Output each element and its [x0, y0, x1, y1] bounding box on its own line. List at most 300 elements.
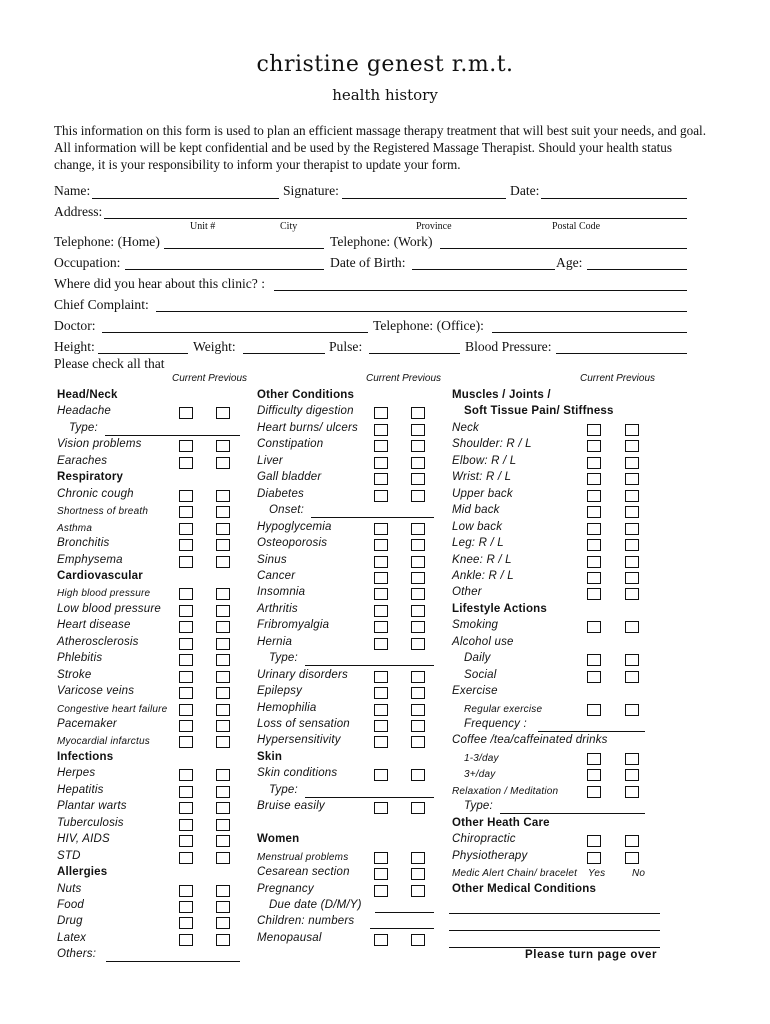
col2-item-label: Children: numbers — [257, 915, 355, 928]
col2-item-label: Heart burns/ ulcers — [257, 421, 358, 434]
previous-checkbox[interactable] — [625, 523, 639, 535]
province-caption: Province — [416, 221, 452, 232]
col1-item-label: HIV, AIDS — [57, 833, 110, 846]
previous-checkbox[interactable] — [625, 621, 639, 633]
col1-item-label: Hepatitis — [57, 783, 104, 796]
tel-home-label: Telephone: (Home) — [54, 234, 160, 249]
col2-item-label: Epilepsy — [257, 685, 303, 698]
previous-checkbox[interactable] — [625, 539, 639, 551]
col2-item-label: Cesarean section — [257, 866, 350, 879]
col2-item-label: Hernia — [257, 635, 293, 648]
col1-item-label: Earaches — [57, 454, 108, 467]
current-checkbox[interactable] — [587, 588, 601, 600]
previous-checkbox[interactable] — [411, 440, 425, 452]
previous-checkbox[interactable] — [216, 671, 230, 683]
col1-item-label: Atherosclerosis — [57, 635, 139, 648]
current-checkbox[interactable] — [587, 556, 601, 568]
current-checkbox[interactable] — [179, 736, 193, 748]
col1-item-label: Tuberculosis — [57, 816, 124, 829]
col3-item-label: Knee: R / L — [452, 553, 512, 566]
current-checkbox[interactable] — [587, 704, 601, 716]
previous-checkbox[interactable] — [625, 457, 639, 469]
current-checkbox[interactable] — [179, 490, 193, 502]
doctor-label: Doctor: — [54, 318, 96, 333]
current-checkbox[interactable] — [587, 473, 601, 485]
current-checkbox[interactable] — [587, 539, 601, 551]
col3-item-label: Low back — [452, 520, 503, 533]
name-label: Name: — [54, 183, 91, 198]
previous-checkbox[interactable] — [411, 769, 425, 781]
pulse-label: Pulse: — [329, 339, 363, 354]
current-checkbox[interactable] — [587, 671, 601, 683]
col2-item-label: Insomnia — [257, 586, 306, 599]
col2-item-label: Hemophilia — [257, 701, 317, 714]
current-checkbox[interactable] — [587, 506, 601, 518]
previous-checkbox[interactable] — [411, 852, 425, 864]
col3-item-label: Muscles / Joints / — [452, 389, 551, 401]
other-conditions-line[interactable] — [449, 913, 660, 914]
col3-item-label: Ankle: R / L — [452, 569, 514, 582]
current-checkbox[interactable] — [374, 556, 388, 568]
previous-checkbox[interactable] — [625, 654, 639, 666]
current-checkbox[interactable] — [179, 934, 193, 946]
current-checkbox[interactable] — [374, 457, 388, 469]
current-checkbox[interactable] — [374, 720, 388, 732]
col2-item-label: Fribromyalgia — [257, 619, 330, 632]
no-label: No — [632, 868, 646, 880]
previous-checkbox[interactable] — [216, 835, 230, 847]
previous-checkbox[interactable] — [216, 588, 230, 600]
current-checkbox[interactable] — [179, 638, 193, 650]
previous-checkbox[interactable] — [411, 539, 425, 551]
col1-item-label: Phlebitis — [57, 652, 103, 665]
previous-checkbox[interactable] — [216, 556, 230, 568]
previous-checkbox[interactable] — [411, 885, 425, 897]
current-checkbox[interactable] — [374, 852, 388, 864]
current-checkbox[interactable] — [374, 440, 388, 452]
previous-checkbox[interactable] — [411, 868, 425, 880]
col1-item-label: Type: — [69, 421, 98, 434]
col3-item-label: Regular exercise — [464, 703, 543, 715]
previous-checkbox[interactable] — [411, 572, 425, 584]
col1-item-label: Heart disease — [57, 619, 131, 632]
col2-item-label: Sinus — [257, 553, 287, 566]
col1-item-label: Bronchitis — [57, 537, 110, 550]
previous-checkbox[interactable] — [216, 917, 230, 929]
col2-item-label: Difficulty digestion — [257, 405, 354, 418]
col2-item-label: Type: — [269, 652, 298, 665]
previous-checkbox[interactable] — [625, 424, 639, 436]
col3-fill-line[interactable] — [538, 731, 645, 732]
yes-label: Yes — [588, 868, 606, 880]
previous-checkbox[interactable] — [625, 490, 639, 502]
current-checkbox[interactable] — [587, 572, 601, 584]
previous-checkbox[interactable] — [216, 934, 230, 946]
tel-office-field[interactable] — [492, 332, 687, 333]
col3-item-label: Physiotherapy — [452, 849, 528, 862]
col1-item-label: Plantar warts — [57, 800, 127, 813]
col2-header: Current Previous — [366, 373, 442, 384]
dob-field[interactable] — [412, 269, 555, 270]
current-checkbox[interactable] — [374, 621, 388, 633]
current-checkbox[interactable] — [179, 704, 193, 716]
current-checkbox[interactable] — [179, 835, 193, 847]
col1-item-label: Respiratory — [57, 471, 124, 484]
previous-checkbox[interactable] — [411, 457, 425, 469]
previous-checkbox[interactable] — [625, 440, 639, 452]
current-checkbox[interactable] — [179, 457, 193, 469]
current-checkbox[interactable] — [179, 605, 193, 617]
current-checkbox[interactable] — [587, 457, 601, 469]
col1-item-label: Food — [57, 898, 85, 911]
other-conditions-line[interactable] — [449, 930, 660, 931]
col1-item-label: Varicose veins — [57, 685, 135, 698]
col3-fill-line[interactable] — [500, 813, 645, 814]
col2-fill-line[interactable] — [305, 797, 434, 798]
col3-item-label: Wrist: R / L — [452, 471, 512, 484]
address-field[interactable] — [104, 218, 687, 219]
turn-page-note: Please turn page over — [525, 949, 658, 961]
previous-checkbox[interactable] — [411, 736, 425, 748]
col3-item-label: Frequency : — [464, 718, 527, 730]
address-label: Address: — [54, 204, 103, 219]
col2-item-label: Hypersensitivity — [257, 734, 341, 747]
col2-item-label: Arthritis — [257, 602, 298, 615]
col3-item-label: Soft Tissue Pain/ Stiffness — [464, 405, 614, 418]
height-label: Height: — [54, 339, 95, 354]
current-checkbox[interactable] — [374, 572, 388, 584]
previous-checkbox[interactable] — [216, 704, 230, 716]
previous-checkbox[interactable] — [216, 490, 230, 502]
previous-checkbox[interactable] — [216, 621, 230, 633]
age-field[interactable] — [587, 269, 687, 270]
current-checkbox[interactable] — [179, 819, 193, 831]
current-checkbox[interactable] — [374, 490, 388, 502]
col3-item-label: Alcohol use — [452, 635, 514, 648]
hear-label: Where did you hear about this clinic? : — [54, 276, 266, 291]
previous-checkbox[interactable] — [411, 407, 425, 419]
previous-checkbox[interactable] — [216, 901, 230, 913]
previous-checkbox[interactable] — [411, 621, 425, 633]
col3-item-label: 1-3/day — [464, 752, 499, 764]
col2-fill-line[interactable] — [375, 912, 434, 913]
col2-item-label: Due date (D/M/Y) — [269, 898, 362, 911]
previous-checkbox[interactable] — [216, 786, 230, 798]
col2-item-label: Liver — [257, 454, 283, 467]
previous-checkbox[interactable] — [216, 523, 230, 535]
intro-paragraph: This information on this form is used to plan an efficient massage therapy treatment that will best suit your needs, and goal. All information will be kept confidential and be used by the Registered Massage Therapist. Should your health status change, it is your responsibility to inform your therapist to update your form. — [54, 123, 707, 172]
current-checkbox[interactable] — [179, 786, 193, 798]
age-label: Age: — [556, 255, 583, 270]
current-checkbox[interactable] — [587, 769, 601, 781]
current-checkbox[interactable] — [587, 753, 601, 765]
previous-checkbox[interactable] — [625, 588, 639, 600]
col2-item-label: Onset: — [269, 504, 305, 517]
col2-item-label: Loss of sensation — [257, 718, 350, 730]
col3-item-label: Neck — [452, 421, 480, 434]
hear-field[interactable] — [274, 290, 687, 291]
col3-item-label: Other Medical Conditions — [452, 882, 597, 895]
col3-item-label: Social — [464, 668, 497, 681]
previous-checkbox[interactable] — [216, 457, 230, 469]
previous-checkbox[interactable] — [216, 407, 230, 419]
col2-item-label: Bruise easily — [257, 800, 325, 813]
col2-item-label: Women — [257, 833, 300, 846]
previous-checkbox[interactable] — [216, 687, 230, 699]
previous-checkbox[interactable] — [625, 506, 639, 518]
col1-item-label: Drug — [57, 915, 83, 928]
previous-checkbox[interactable] — [216, 769, 230, 781]
col2-item-label: Hypoglycemia — [257, 520, 332, 533]
col1-item-label: Herpes — [57, 767, 96, 780]
current-checkbox[interactable] — [587, 424, 601, 436]
occupation-label: Occupation: — [54, 255, 121, 270]
col2-item-label: Cancer — [257, 569, 296, 582]
current-checkbox[interactable] — [374, 885, 388, 897]
tel-work-label: Telephone: (Work) — [330, 234, 433, 249]
col2-item-label: Gall bladder — [257, 471, 322, 484]
col1-item-label: Myocardial infarctus — [57, 736, 150, 748]
current-checkbox[interactable] — [374, 704, 388, 716]
current-checkbox[interactable] — [179, 885, 193, 897]
col2-item-label: Pregnancy — [257, 882, 314, 895]
col2-item-label: Osteoporosis — [257, 537, 328, 550]
col1-item-label: Nuts — [57, 882, 82, 895]
current-checkbox[interactable] — [179, 852, 193, 864]
previous-checkbox[interactable] — [411, 473, 425, 485]
col3-item-label: Exercise — [452, 685, 498, 698]
current-checkbox[interactable] — [374, 424, 388, 436]
current-checkbox[interactable] — [179, 654, 193, 666]
dob-label: Date of Birth: — [330, 255, 406, 270]
current-checkbox[interactable] — [587, 654, 601, 666]
height-field[interactable] — [98, 353, 188, 354]
current-checkbox[interactable] — [179, 440, 193, 452]
weight-field[interactable] — [243, 353, 325, 354]
doctor-field[interactable] — [102, 332, 368, 333]
col1-fill-line[interactable] — [105, 435, 240, 436]
current-checkbox[interactable] — [179, 588, 193, 600]
bp-label: Blood Pressure: — [465, 339, 552, 354]
postal-caption: Postal Code — [552, 221, 601, 232]
col3-item-label: Lifestyle Actions — [452, 602, 547, 615]
col2-item-label: Type: — [269, 783, 298, 796]
current-checkbox[interactable] — [374, 523, 388, 535]
current-checkbox[interactable] — [179, 621, 193, 633]
check-all-label: Please check all that — [54, 356, 165, 371]
previous-checkbox[interactable] — [625, 769, 639, 781]
current-checkbox[interactable] — [179, 523, 193, 535]
complaint-field[interactable] — [156, 311, 687, 312]
page-title: christine genest r.m.t. — [256, 52, 514, 77]
col1-item-label: Pacemaker — [57, 718, 117, 730]
current-checkbox[interactable] — [179, 687, 193, 699]
current-checkbox[interactable] — [587, 523, 601, 535]
col3-item-label: Other Heath Care — [452, 816, 550, 829]
current-checkbox[interactable] — [374, 868, 388, 880]
previous-checkbox[interactable] — [216, 885, 230, 897]
col3-item-label: Type: — [464, 800, 493, 813]
previous-checkbox[interactable] — [625, 671, 639, 683]
current-checkbox[interactable] — [374, 671, 388, 683]
col1-item-label: Emphysema — [57, 553, 123, 566]
previous-checkbox[interactable] — [625, 753, 639, 765]
previous-checkbox[interactable] — [625, 835, 639, 847]
previous-checkbox[interactable] — [216, 605, 230, 617]
pulse-field[interactable] — [369, 353, 460, 354]
col3-item-label: Shoulder: R / L — [452, 438, 532, 451]
signature-label: Signature: — [283, 183, 339, 198]
current-checkbox[interactable] — [374, 638, 388, 650]
previous-checkbox[interactable] — [411, 523, 425, 535]
previous-checkbox[interactable] — [216, 539, 230, 551]
previous-checkbox[interactable] — [625, 704, 639, 716]
current-checkbox[interactable] — [179, 407, 193, 419]
col1-item-label: Vision problems — [57, 438, 142, 451]
col1-header: Current Previous — [172, 373, 248, 384]
name-field[interactable] — [92, 198, 279, 199]
tel-home-field[interactable] — [164, 248, 324, 249]
col1-item-label: Congestive heart failure — [57, 703, 168, 715]
col2-item-label: Menstrual problems — [257, 851, 349, 863]
current-checkbox[interactable] — [179, 671, 193, 683]
tel-work-field[interactable] — [440, 248, 687, 249]
col2-item-label: Diabetes — [257, 487, 304, 500]
previous-checkbox[interactable] — [216, 638, 230, 650]
col1-item-label: Infections — [57, 750, 114, 763]
city-caption: City — [280, 221, 298, 232]
weight-label: Weight: — [193, 339, 236, 354]
col1-item-label: Asthma — [57, 522, 93, 534]
previous-checkbox[interactable] — [625, 572, 639, 584]
previous-checkbox[interactable] — [411, 424, 425, 436]
occupation-field[interactable] — [125, 269, 324, 270]
page-subtitle: health history — [332, 86, 438, 104]
col3-item-label: Elbow: R / L — [452, 454, 517, 467]
col1-item-label: Head/Neck — [57, 389, 118, 401]
col3-item-label: Upper back — [452, 487, 513, 500]
current-checkbox[interactable] — [374, 605, 388, 617]
previous-checkbox[interactable] — [625, 556, 639, 568]
current-checkbox[interactable] — [179, 506, 193, 518]
col1-item-label: STD — [57, 849, 81, 862]
col2-item-label: Other Conditions — [257, 389, 355, 401]
col2-item-label: Skin conditions — [257, 767, 338, 780]
tel-office-label: Telephone: (Office): — [373, 318, 484, 333]
current-checkbox[interactable] — [179, 539, 193, 551]
previous-checkbox[interactable] — [625, 473, 639, 485]
date-label: Date: — [510, 183, 540, 198]
current-checkbox[interactable] — [179, 802, 193, 814]
previous-checkbox[interactable] — [216, 736, 230, 748]
current-checkbox[interactable] — [374, 407, 388, 419]
previous-checkbox[interactable] — [216, 819, 230, 831]
col1-item-label: Low blood pressure — [57, 602, 161, 615]
previous-checkbox[interactable] — [411, 490, 425, 502]
current-checkbox[interactable] — [374, 687, 388, 699]
col1-item-label: Stroke — [57, 668, 92, 681]
previous-checkbox[interactable] — [216, 440, 230, 452]
current-checkbox[interactable] — [179, 901, 193, 913]
col1-fill-line[interactable] — [106, 961, 240, 962]
previous-checkbox[interactable] — [625, 786, 639, 798]
current-checkbox[interactable] — [587, 490, 601, 502]
current-checkbox[interactable] — [374, 473, 388, 485]
col2-item-label: Constipation — [257, 438, 324, 451]
current-checkbox[interactable] — [374, 934, 388, 946]
col1-item-label: Chronic cough — [57, 487, 134, 500]
current-checkbox[interactable] — [179, 556, 193, 568]
previous-checkbox[interactable] — [411, 802, 425, 814]
previous-checkbox[interactable] — [411, 638, 425, 650]
col3-item-label: 3+/day — [464, 769, 496, 781]
other-conditions-line[interactable] — [449, 947, 660, 948]
previous-checkbox[interactable] — [216, 852, 230, 864]
col1-item-label: Latex — [57, 931, 87, 944]
col2-fill-line[interactable] — [370, 928, 434, 929]
col2-fill-line[interactable] — [305, 665, 434, 666]
previous-checkbox[interactable] — [411, 605, 425, 617]
col3-item-label: Chiropractic — [452, 833, 516, 846]
current-checkbox[interactable] — [179, 917, 193, 929]
col1-item-label: Shortness of breath — [57, 506, 149, 518]
previous-checkbox[interactable] — [411, 671, 425, 683]
col2-item-label: Urinary disorders — [257, 668, 348, 681]
current-checkbox[interactable] — [374, 539, 388, 551]
current-checkbox[interactable] — [374, 802, 388, 814]
previous-checkbox[interactable] — [625, 852, 639, 864]
previous-checkbox[interactable] — [411, 720, 425, 732]
col1-item-label: Others: — [57, 948, 97, 961]
signature-field[interactable] — [342, 198, 506, 199]
col3-item-label: Leg: R / L — [452, 537, 504, 550]
previous-checkbox[interactable] — [216, 720, 230, 732]
col1-item-label: High blood pressure — [57, 588, 151, 600]
bp-field[interactable] — [556, 353, 687, 354]
unit-caption: Unit # — [190, 221, 216, 232]
col3-item-label: Mid back — [452, 504, 500, 517]
col3-item-label: Smoking — [452, 619, 499, 632]
col3-header: Current Previous — [580, 373, 656, 384]
current-checkbox[interactable] — [374, 588, 388, 600]
previous-checkbox[interactable] — [216, 802, 230, 814]
current-checkbox[interactable] — [587, 835, 601, 847]
col2-fill-line[interactable] — [311, 517, 434, 518]
current-checkbox[interactable] — [179, 769, 193, 781]
col3-item-label: Medic Alert Chain/ bracelet — [452, 868, 578, 880]
col1-item-label: Allergies — [57, 866, 108, 879]
col2-item-label: Skin — [257, 750, 283, 763]
previous-checkbox[interactable] — [411, 934, 425, 946]
date-field[interactable] — [541, 198, 687, 199]
current-checkbox[interactable] — [587, 852, 601, 864]
col1-item-label: Headache — [57, 405, 112, 418]
current-checkbox[interactable] — [179, 720, 193, 732]
previous-checkbox[interactable] — [216, 654, 230, 666]
col3-item-label: Relaxation / Meditation — [452, 785, 559, 797]
previous-checkbox[interactable] — [411, 687, 425, 699]
previous-checkbox[interactable] — [411, 556, 425, 568]
current-checkbox[interactable] — [587, 440, 601, 452]
previous-checkbox[interactable] — [411, 704, 425, 716]
current-checkbox[interactable] — [587, 621, 601, 633]
current-checkbox[interactable] — [374, 736, 388, 748]
current-checkbox[interactable] — [587, 786, 601, 798]
col3-item-label: Coffee /tea/caffeinated drinks — [452, 734, 608, 747]
current-checkbox[interactable] — [374, 769, 388, 781]
previous-checkbox[interactable] — [411, 588, 425, 600]
previous-checkbox[interactable] — [216, 506, 230, 518]
